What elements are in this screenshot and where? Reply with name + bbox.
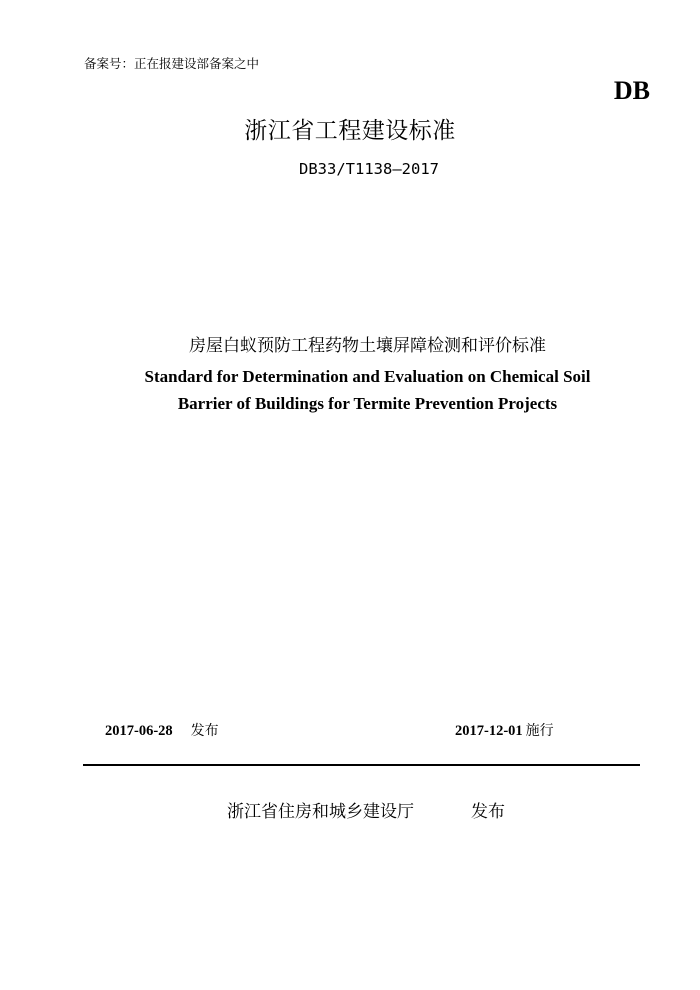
- filing-number-note: 备案号：正在报建设部备案之中: [84, 56, 260, 71]
- effective-date-block: [455, 720, 554, 742]
- effective-date: 2017-12-01: [455, 723, 523, 739]
- effective-label: 施行: [525, 723, 554, 739]
- issuing-authority: 浙江省住房和城乡建设厅: [227, 802, 414, 822]
- publish-date: 2017-06-28: [105, 723, 173, 739]
- standard-series-title: 浙江省工程建设标准: [244, 118, 456, 144]
- divider-line: [83, 764, 640, 766]
- publish-date-block: [105, 720, 219, 742]
- document-title-english-line-1: Standard for Determination and Evaluation on Chemical Soil: [144, 367, 591, 386]
- document-title-english-line-2: Barrier of Buildings for Termite Prevention Projects: [177, 394, 558, 413]
- issuer-action-label: 发布: [471, 802, 505, 822]
- standard-code: DB33/T1138—2017: [299, 160, 439, 178]
- document-title-chinese: 房屋白蚁预防工程药物土壤屏障检测和评价标准: [189, 336, 546, 356]
- standard-category-mark: DB: [613, 76, 650, 105]
- publish-label: 发布: [190, 723, 219, 739]
